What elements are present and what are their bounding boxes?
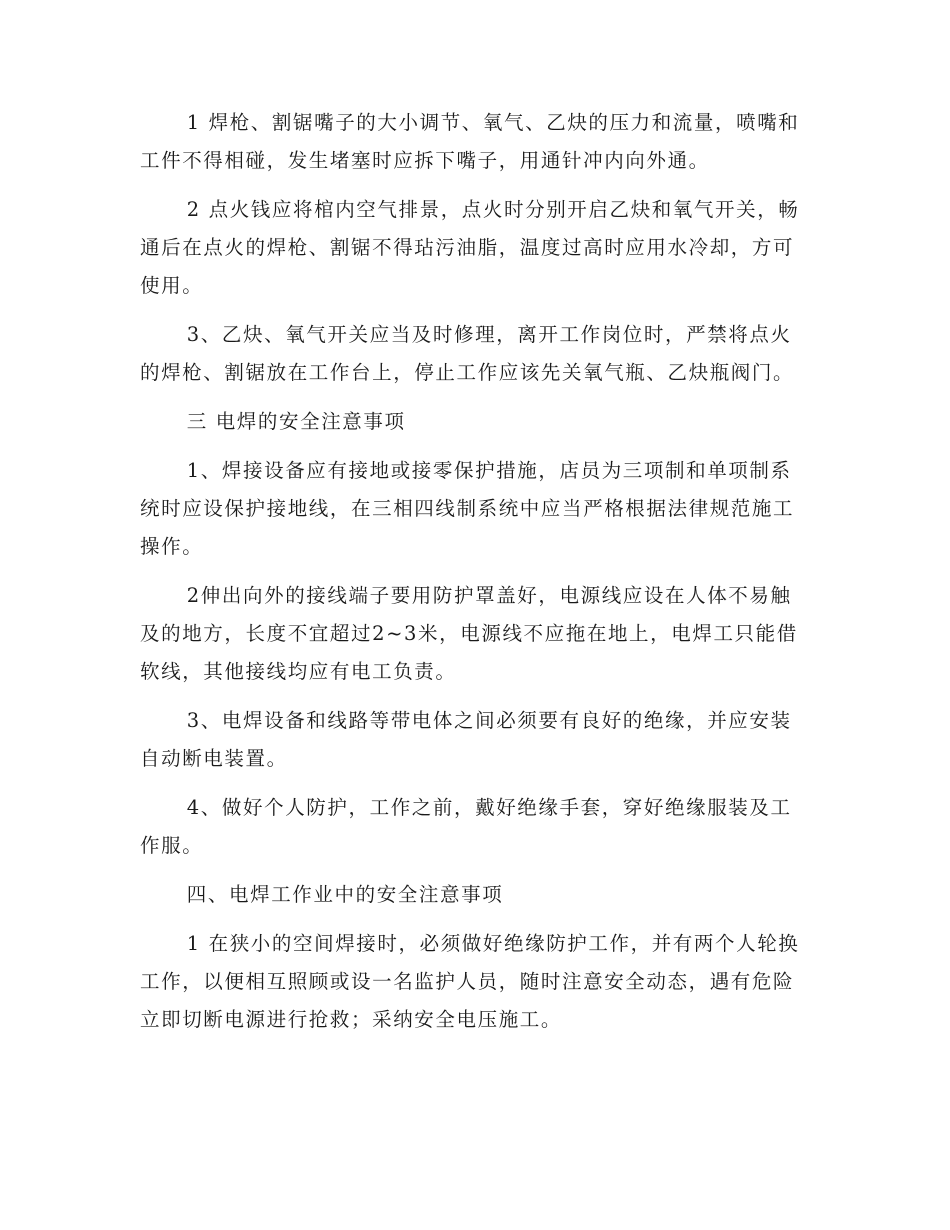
paragraph-grounding: 1、焊接设备应有接地或接零保护措施，店员为三项制和单项制系统时应设保护接地线，在三相四线制系统中应当严格根据法律规范施工操作。 [140, 459, 795, 558]
section-heading-electric-welding: 三 电焊的安全注意事项 [186, 410, 406, 433]
section-heading-work-safety: 四、电焊工作业中的安全注意事项 [186, 883, 504, 906]
paragraph-insulation: 3、电焊设备和线路等带电体之间必须要有良好的绝缘，并应安装自动断电装置。 [140, 709, 792, 770]
paragraph-personal-protection: 4、做好个人防护，工作之前，戴好绝缘手套，穿好绝缘服装及工作服。 [140, 796, 792, 857]
paragraph-terminal-cover: 2伸出向外的接线端子要用防护罩盖好，电源线应设在人体不易触及的地方，长度不宜超过2~3米，电源线不应拖在地上，电焊工只能借软线，其他接线均应有电工负责。 [140, 584, 798, 683]
paragraph-confined-space: 1 在狭小的空间焊接时，必须做好绝缘防护工作，并有两个人轮换工作，以便相互照顾或设一名监护人员，随时注意安全动态，遇有危险立即切断电源进行抢救；采纳安全电压施工。 [140, 932, 800, 1031]
paragraph-ignition: 2 点火钱应将棺内空气排景，点火时分别开启乙炔和氧气开关，畅通后在点火的焊枪、割锯不得玷污油脂，温度过高时应用水冷却，方可使用。 [140, 198, 800, 297]
paragraph-switch-repair: 3、乙炔、氧气开关应当及时修理，离开工作岗位时，严禁将点火的焊枪、割锯放在工作台上，停止工作应该先关氧气瓶、乙炔瓶阀门。 [140, 323, 795, 384]
paragraph-gas-nozzle: 1 焊枪、割锯嘴子的大小调节、氧气、乙炔的压力和流量，喷嘴和工件不得相碰，发生堵塞时应拆下嘴子，用通针冲内向外通。 [140, 111, 800, 172]
document-body [140, 104, 810, 1050]
